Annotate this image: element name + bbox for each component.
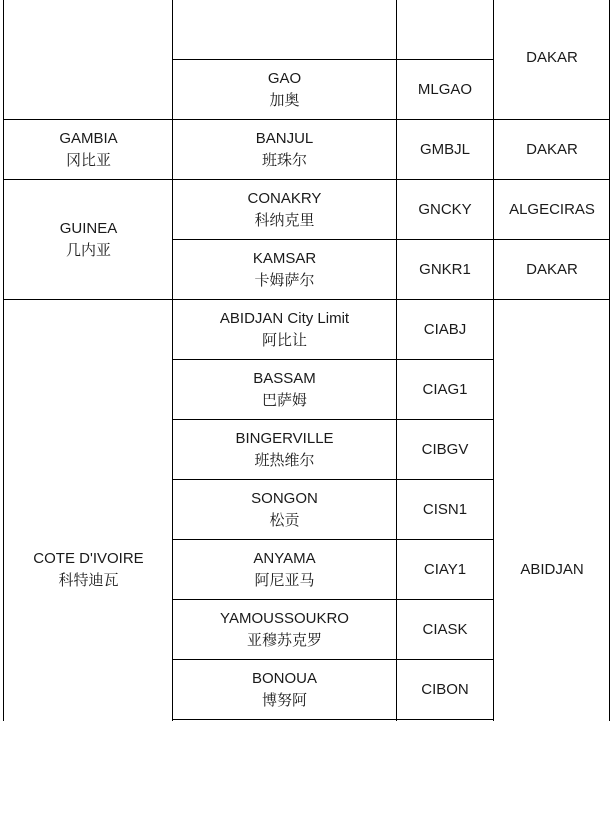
city-name-cn: 阿比让: [261, 332, 307, 349]
city-name-en: GAO: [267, 70, 302, 87]
code-cell: CIAG1: [422, 381, 468, 398]
code-cell-blank: [396, 0, 494, 60]
grid-line: [172, 659, 494, 660]
city-name-cn: 博努阿: [261, 692, 307, 709]
country-name-en: GAMBIA: [59, 130, 118, 147]
city-name-cn: 亚穆苏克罗: [246, 632, 322, 649]
city-cell-gao: [173, 60, 396, 120]
grid-line: [172, 239, 610, 240]
country-name-cn: 科特迪瓦: [58, 572, 119, 589]
city-name-en: ANYAMA: [253, 550, 316, 567]
grid-line: [172, 59, 494, 60]
base-port-cell: ALGECIRAS: [509, 201, 595, 218]
code-cell: CISN1: [422, 501, 468, 518]
grid-line: [493, 0, 494, 721]
city-name-en: BINGERVILLE: [235, 430, 334, 447]
city-name-cn: 班热维尔: [254, 452, 315, 469]
city-name-en: BONOUA: [251, 670, 317, 687]
city-name-en: SONGON: [251, 490, 318, 507]
code-cell: CIBON: [421, 681, 469, 698]
city-name-cn: 班珠尔: [261, 152, 307, 169]
country-cell-gambia: [4, 120, 173, 180]
code-cell: GNCKY: [418, 201, 472, 218]
base-port-cell-dakar-merged: DAKAR: [526, 49, 578, 66]
grid-line: [172, 479, 494, 480]
grid-line: [172, 419, 494, 420]
city-name-cn: 卡姆萨尔: [254, 272, 315, 289]
city-name-en: YAMOUSSOUKRO: [220, 610, 349, 627]
city-name-cn: 巴萨姆: [261, 392, 307, 409]
city-name-cn: 松贡: [269, 512, 300, 529]
code-cell: CIABJ: [423, 321, 467, 338]
city-cell-yamoussoukro: [173, 600, 396, 660]
city-name-en: ABIDJAN City Limit: [219, 310, 350, 327]
country-cell-guinea: [4, 180, 173, 300]
city-cell-anyama: [173, 540, 396, 600]
city-cell-kamsar: [173, 240, 396, 300]
base-port-cell: DAKAR: [526, 141, 578, 158]
base-port-cell-abidjan-merged: ABIDJAN: [520, 561, 584, 578]
grid-line: [3, 0, 4, 721]
code-cell: GNKR1: [419, 261, 471, 278]
city-cell-conakry: [173, 180, 396, 240]
code-cell: CIAY1: [423, 561, 467, 578]
city-cell-bingerville: [173, 420, 396, 480]
country-name-en: GUINEA: [59, 220, 118, 237]
country-name-cn: 几内亚: [65, 242, 111, 259]
code-cell: CIBGV: [421, 441, 469, 458]
code-cell: CIASK: [422, 621, 468, 638]
grid-line: [609, 0, 610, 721]
country-name-cn: 冈比亚: [65, 152, 111, 169]
city-name-cn: 加奥: [269, 92, 300, 109]
city-cell-bonoua: [173, 660, 396, 720]
country-cell-cote-divoire: [4, 300, 173, 840]
code-cell: GMBJL: [419, 141, 470, 158]
grid-line: [3, 119, 610, 120]
grid-line: [172, 539, 494, 540]
grid-line: [3, 299, 610, 300]
grid-line: [172, 599, 494, 600]
code-cell: MLGAO: [417, 81, 473, 98]
grid-line: [172, 0, 173, 721]
city-name-cn: 科纳克里: [254, 212, 315, 229]
city-name-en: BASSAM: [253, 370, 316, 387]
city-name-en: KAMSAR: [252, 250, 317, 267]
country-name-en: COTE D'IVOIRE: [33, 550, 144, 567]
base-port-cell: DAKAR: [526, 261, 578, 278]
city-cell-banjul: [173, 120, 396, 180]
city-name-en: BANJUL: [255, 130, 314, 147]
city-name-cn: 阿尼亚马: [254, 572, 315, 589]
city-name-en: CONAKRY: [247, 190, 322, 207]
city-cell-abidjan: [173, 300, 396, 360]
grid-line: [172, 719, 494, 720]
city-cell-blank: [173, 0, 396, 60]
city-cell-bassam: [173, 360, 396, 420]
grid-line: [172, 359, 494, 360]
city-cell-songon: [173, 480, 396, 540]
grid-line: [396, 0, 397, 721]
grid-line: [3, 179, 610, 180]
